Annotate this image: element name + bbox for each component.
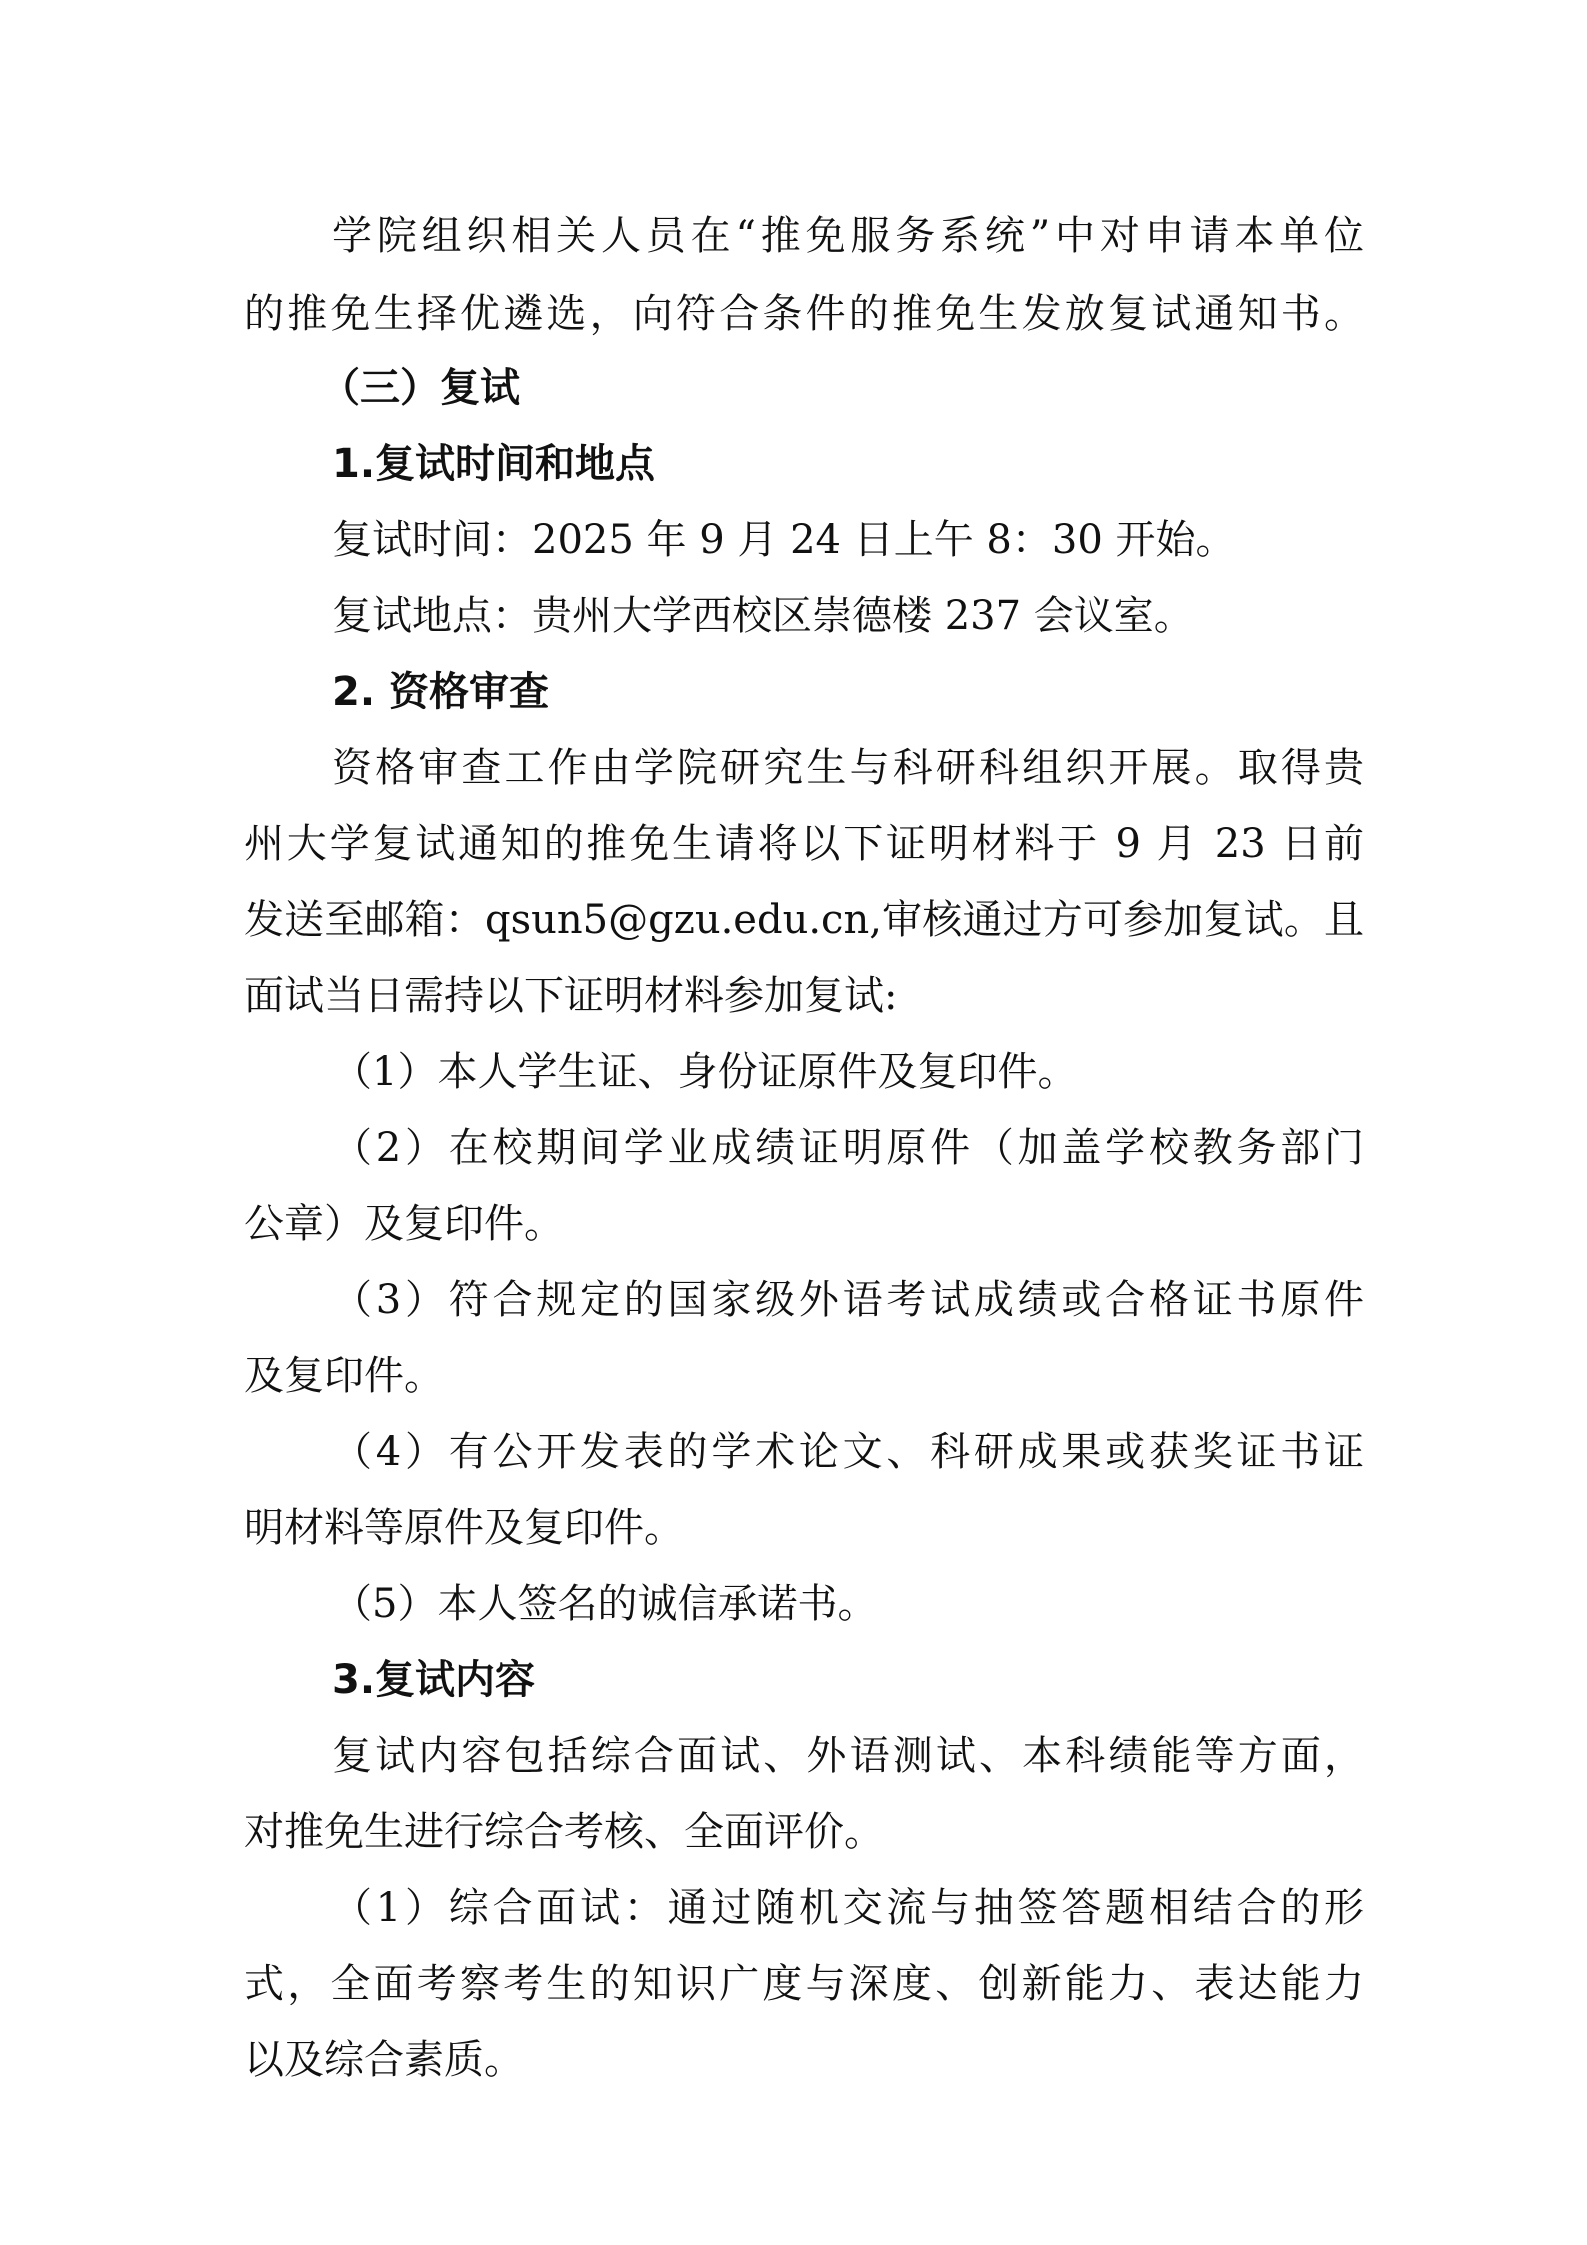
list-item-continuation: 公章）及复印件。 — [244, 1201, 564, 1247]
list-item-continuation: 明材料等原件及复印件。 — [244, 1505, 684, 1551]
paragraph-line: 的推免生择优遴选，向符合条件的推免生发放复试通知书。 — [244, 291, 1364, 337]
paragraph-line: 州大学复试通知的推免生请将以下证明材料于 9 月 23 日前 — [244, 821, 1364, 867]
list-item: （5）本人签名的诚信承诺书。 — [332, 1581, 878, 1627]
paragraph-line: 对推免生进行综合考核、全面评价。 — [244, 1809, 884, 1855]
list-item-continuation: 式，全面考察考生的知识广度与深度、创新能力、表达能力 — [244, 1961, 1364, 2007]
list-item-continuation: 及复印件。 — [244, 1353, 444, 1399]
paragraph-line: 复试内容包括综合面试、外语测试、本科绩能等方面， — [332, 1733, 1364, 1779]
paragraph-line: 复试地点：贵州大学西校区崇德楼 237 会议室。 — [332, 593, 1194, 639]
list-item: （3）符合规定的国家级外语考试成绩或合格证书原件 — [332, 1277, 1364, 1323]
paragraph-line: 资格审查工作由学院研究生与科研科组织开展。取得贵 — [332, 745, 1364, 791]
subsection-heading: 3.复试内容 — [332, 1657, 536, 1703]
section-heading: （三）复试 — [320, 365, 520, 411]
paragraph-line: 发送至邮箱：qsun5@gzu.edu.cn,审核通过方可参加复试。且 — [244, 897, 1364, 943]
list-item: （1）综合面试：通过随机交流与抽签答题相结合的形 — [332, 1885, 1364, 1931]
paragraph-line: 学院组织相关人员在“推免服务系统”中对申请本单位 — [332, 213, 1364, 259]
list-item: （2）在校期间学业成绩证明原件（加盖学校教务部门 — [332, 1125, 1364, 1171]
list-item: （1）本人学生证、身份证原件及复印件。 — [332, 1049, 1078, 1095]
paragraph-line: 面试当日需持以下证明材料参加复试: — [244, 973, 898, 1019]
list-item: （4）有公开发表的学术论文、科研成果或获奖证书证 — [332, 1429, 1364, 1475]
subsection-heading: 1.复试时间和地点 — [332, 441, 656, 487]
paragraph-line: 复试时间：2025 年 9 月 24 日上午 8：30 开始。 — [332, 517, 1236, 563]
list-item-continuation: 以及综合素质。 — [244, 2037, 524, 2083]
subsection-heading: 2. 资格审查 — [332, 669, 549, 715]
